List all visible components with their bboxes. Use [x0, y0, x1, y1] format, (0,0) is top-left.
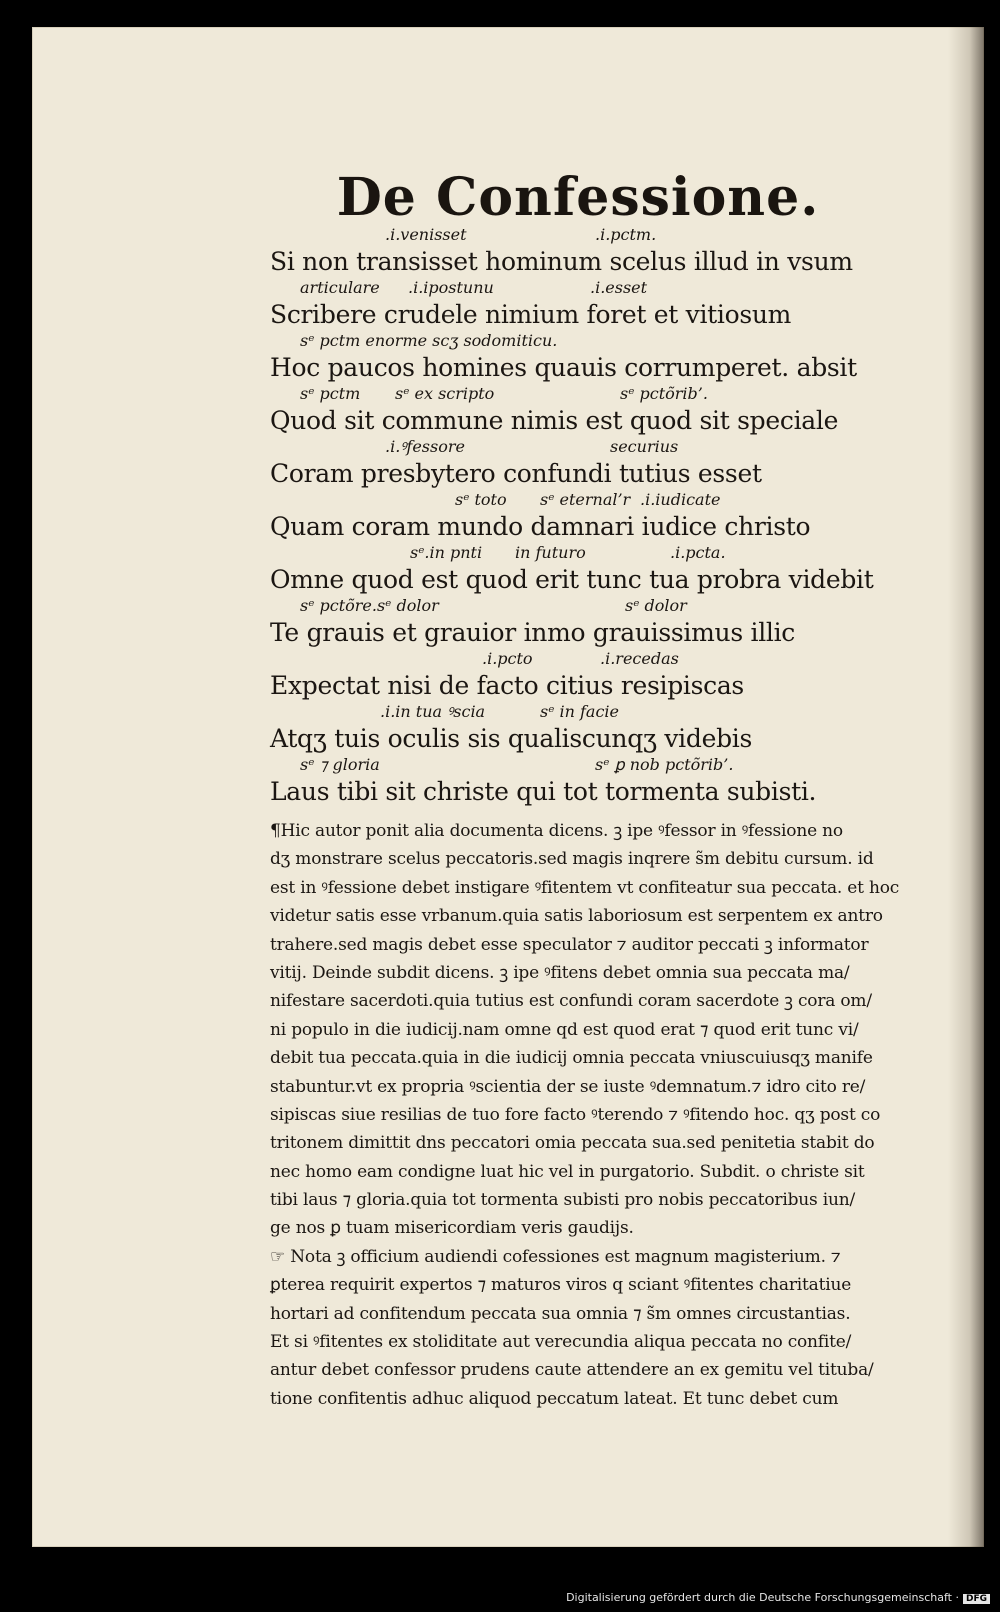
gloss-word: sᵉ.in pnti: [410, 543, 483, 562]
commentary-block: [270, 817, 950, 1413]
verse-line: Quam coram mundo damnari iudice christo: [270, 512, 811, 541]
verse-line: Hoc paucos homines quauis corrumperet. absit: [270, 353, 857, 382]
verse-line: Coram presbytero confundi tutius esset: [270, 459, 762, 488]
footer-text: Digitalisierung gefördert durch die Deutsche Forschungsgemeinschaft ·: [566, 1591, 959, 1604]
book-page: [32, 27, 984, 1547]
commentary-line: videtur satis esse vrbanum.quia satis laboriosum est serpentem ex antro: [270, 906, 883, 927]
interlinear-gloss: [270, 702, 910, 722]
interlinear-gloss: [270, 278, 910, 298]
gloss-word: sᵉ ⁊ gloria: [300, 755, 380, 774]
gloss-word: .i.ꝰfessore: [385, 437, 465, 456]
interlinear-gloss: [270, 384, 910, 404]
interlinear-gloss: [270, 437, 910, 457]
gloss-word: .i.pctm.: [595, 225, 657, 244]
commentary-line: hortari ad confitendum peccata sua omnia ⁊ s̃m omnes circustantias.: [270, 1303, 851, 1324]
gloss-word: sᵉ pctm: [300, 384, 361, 403]
verse-line: Te grauis et grauior inmo grauissimus illic: [270, 618, 795, 647]
commentary-line: ni populo in die iudicij.nam omne qd est quod erat ⁊ quod erit tunc vi/: [270, 1019, 859, 1040]
dfg-logo: DFG: [963, 1594, 990, 1604]
commentary-line: tione confitentis adhuc aliquod peccatum lateat. Et tunc debet cum: [270, 1388, 839, 1409]
gloss-word: sᵉ dolor: [625, 596, 687, 615]
commentary-line: vitij. Deinde subdit dicens. ꝫ ipe ꝰfitens debet omnia sua peccata ma/: [270, 962, 850, 983]
gloss-word: sᵉ pctm enorme scʒ sodomiticu.: [300, 331, 558, 350]
gloss-word: .i.pcta.: [670, 543, 726, 562]
commentary-line: nifestare sacerdoti.quia tutius est confundi coram sacerdote ꝫ cora om/: [270, 991, 872, 1012]
commentary-line: Et si ꝰfitentes ex stoliditate aut verecundia aliqua peccata no confite/: [270, 1332, 852, 1353]
verse-line: Atqʒ tuis oculis sis qualiscunqʒ videbis: [270, 724, 753, 753]
gloss-word: sᵉ eternal’r: [540, 490, 631, 509]
gloss-word: .i.in tua ꝰscia: [380, 702, 486, 721]
gloss-word: .i.recedas: [600, 649, 679, 668]
commentary-line: tritonem dimittit dns peccatori omia peccata sua.sed penitetia stabit do: [270, 1133, 875, 1154]
gloss-word: sᵉ pctõre.sᵉ dolor: [300, 596, 439, 615]
commentary-line: ge nos ꝑ tuam misericordiam veris gaudijs.: [270, 1218, 634, 1239]
gloss-word: .i.iudicate: [640, 490, 721, 509]
gloss-word: sᵉ ꝑ nob pctõrib’.: [595, 755, 734, 774]
commentary-line: tibi laus ⁊ gloria.quia tot tormenta subisti pro nobis peccatoribus iun/: [270, 1190, 855, 1211]
commentary-line: antur debet confessor prudens caute attendere an ex gemitu vel tituba/: [270, 1360, 874, 1381]
gloss-word: sᵉ toto: [455, 490, 507, 509]
interlinear-gloss: [270, 543, 910, 563]
verse-line: Omne quod est quod erit tunc tua probra videbit: [270, 565, 874, 594]
gloss-word: sᵉ in facie: [540, 702, 620, 721]
page-spine-shadow: [948, 27, 984, 1547]
interlinear-gloss: [270, 225, 910, 245]
verse-line: Scribere crudele nimium foret et vitiosum: [270, 300, 792, 329]
gloss-word: .i.pcto: [482, 649, 533, 668]
commentary-line: ꝑterea requirit expertos ⁊ maturos viros q sciant ꝰfitentes charitatiue: [270, 1275, 852, 1296]
commentary-line: dʒ monstrare scelus peccatoris.sed magis inqrere s̃m debitu cursum. id: [270, 849, 874, 870]
digitization-footer: [566, 1591, 990, 1604]
interlinear-gloss: [270, 649, 910, 669]
verse-line: Si non transisset hominum scelus illud in vsum: [270, 247, 853, 276]
commentary-line: ¶Hic autor ponit alia documenta dicens. ꝫ ipe ꝰfessor in ꝰfessione no: [270, 821, 843, 841]
commentary-line: nec homo eam condigne luat hic vel in purgatorio. Subdit. o christe sit: [270, 1161, 865, 1182]
verse-line: Laus tibi sit christe qui tot tormenta subisti.: [270, 777, 817, 806]
page-title: De Confessione.: [336, 167, 820, 228]
gloss-word: articulare: [300, 278, 380, 297]
gloss-word: sᵉ ex scripto: [395, 384, 495, 403]
gloss-word: .i.esset: [590, 278, 648, 297]
gloss-word: .i.ipostunu: [408, 278, 494, 297]
gloss-word: sᵉ pctõrib’.: [620, 384, 708, 403]
gloss-word: .i.venisset: [385, 225, 467, 244]
verse-line: Expectat nisi de facto citius resipiscas: [270, 671, 744, 700]
interlinear-gloss: [270, 755, 910, 775]
commentary-line: est in ꝰfessione debet instigare ꝰfitentem vt confiteatur sua peccata. et hoc: [270, 877, 900, 898]
interlinear-gloss: [270, 331, 910, 351]
gloss-word: securius: [610, 437, 679, 456]
gloss-word: in futuro: [515, 543, 586, 562]
verse-block: [270, 225, 910, 808]
commentary-line: stabuntur.vt ex propria ꝰscientia der se iuste ꝰdemnatum.⁊ idro cito re/: [270, 1076, 866, 1097]
commentary-line: trahere.sed magis debet esse speculator ⁊ auditor peccati ꝫ informator: [270, 934, 869, 955]
commentary-line: debit tua peccata.quia in die iudicij omnia peccata vniuscuiusqʒ manife: [270, 1048, 873, 1069]
interlinear-gloss: [270, 490, 910, 510]
verse-line: Quod sit commune nimis est quod sit speciale: [270, 406, 839, 435]
interlinear-gloss: [270, 596, 910, 616]
commentary-line: sipiscas siue resilias de tuo fore facto ꝰterendo ⁊ ꝰfitendo hoc. qʒ post co: [270, 1104, 881, 1125]
commentary-line: ☞ Nota ꝫ officium audiendi cofessiones est magnum magisterium. ⁊: [270, 1246, 841, 1267]
